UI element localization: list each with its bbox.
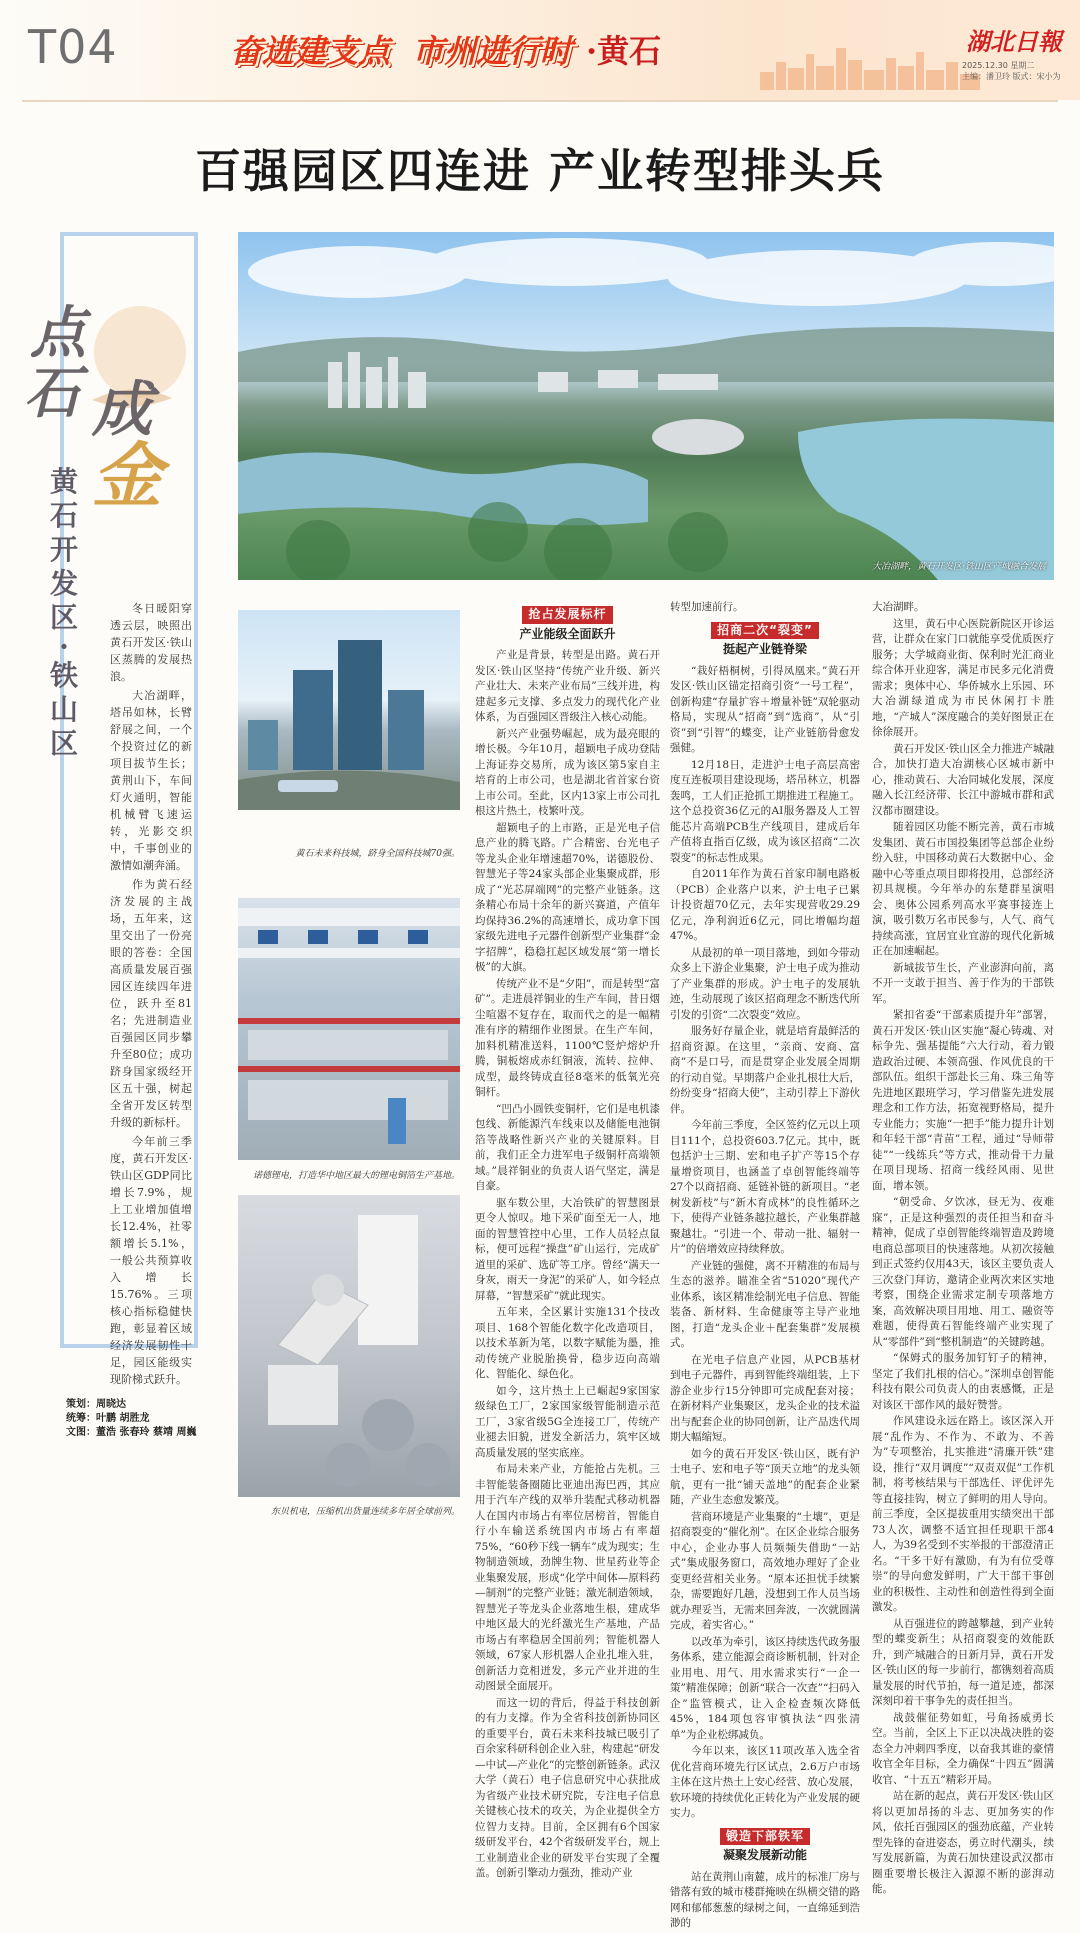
subject-character: 区 xyxy=(49,601,78,634)
subject-character: · xyxy=(59,630,69,663)
page-number: T04 xyxy=(28,20,118,74)
section-2-label: 招商二次“裂变” xyxy=(711,622,819,640)
article-paragraph: 自2011年作为黄石首家印制电路板（PCB）企业落户以来，沪士电子已累计投资超70亿元，去年实现营收29.29亿元，净利润近6亿元，同比增幅均超47%。 xyxy=(670,868,860,942)
article-paragraph: 12月18日，走进沪士电子高层高密度互连板项目建设现场，塔吊林立，机器轰鸣，工人们正抢抓工期推进工程施工。这个总投资36亿元的AI服务器及人工智能芯片高端PCB生产线项目，建成后年产值将直指百亿级，成为该区招商“二次裂变”的标志性成果。 xyxy=(670,758,860,864)
article-column-3 xyxy=(872,600,1054,1899)
article-paragraph: 而这一切的背后，得益于科技创新的有力支撑。作为全省科技创新协同区的重要平台，黄石未来科技城已吸引了百余家科研科创企业入驻，构建起“研发—中试—产业化”的完整创新链条。武汉大学（黄石）电子信息研究中心获批成为省级产业技术研究院，专注电子信息关键核心技术的攻关，为企业提供全方位智力支持。目前，全区拥有6个国家级研发平台，42个省级研发平台，规上工业制造业企业的研发平台实现了全覆盖。创新引擎动力强劲，推动产业 xyxy=(475,1696,660,1879)
subject-character: 区 xyxy=(49,727,78,760)
sidebar-intro xyxy=(110,600,192,1390)
credit-authors: 文图：董浩 张春玲 蔡靖 周巍 xyxy=(66,1427,197,1438)
article-column-1 xyxy=(475,600,660,1883)
calligraphy-char-3: 成 xyxy=(92,375,152,445)
article-paragraph: 黄石开发区·铁山区全力推进产城融合，加快打造大冶湖核心区城市新中心，推动黄石、大冶同城化发展，深度融入长江经济带、长江中游城市群和武汉都市圈建设。 xyxy=(872,742,1054,817)
article-paragraph: 营商环境是产业集聚的“土壤”，更是招商裂变的“催化剂”。在区企业综合服务中心，企业办事人员频频失借助“一站式”集成服务窗口，高效地办理好了企业变更经营相关业务。“原本还担忧手续繁杂，需要跑好几趟，没想到工作人员当场就办理妥当，无需来回奔波，一次就圆满完成，着实省心。” xyxy=(670,1510,860,1631)
main-headline: 百强园区四连进 产业转型排头兵 xyxy=(194,144,885,198)
section-1-header xyxy=(475,606,660,642)
article-column-2 xyxy=(670,600,860,1933)
credit-coordinator: 统筹：叶鹏 胡胜龙 xyxy=(66,1413,150,1424)
section-1-label: 抢占发展标杆 xyxy=(522,606,612,624)
lithium-factory-illustration xyxy=(238,898,460,1160)
article-paragraph: 五年来，全区累计实施131个技改项目、168个智能化数字化改造项目，以技术革新为笔，以数字赋能为墨，推动传统产业脱胎换骨，稳步迈向高端化、智能化、绿色化。 xyxy=(475,1306,660,1380)
section-3-subtitle: 凝聚发展新动能 xyxy=(722,1848,807,1862)
subject-character: 铁 xyxy=(49,659,78,692)
science-city-illustration xyxy=(238,610,460,810)
article-paragraph: 紧扣省委“干部素质提升年”部署，黄石开发区·铁山区实施“凝心铸魂、对标争先、强基提能”六大行动，着力锻造政治过硬、本领高强、作风优良的干部队伍。组织干部赴长三角、珠三角等先进地区跟班学习，学习借鉴先进发展理念和工作方法，拓宽视野格局，提升专业能力；实施“一把手”能力提升计划和年轻干部“青苗”工程，通过“导师带徒”“一线练兵”等方式，推动骨干力量在项目现场、招商一线经风雨、见世面，增本领。 xyxy=(872,1009,1054,1192)
science-city-photo xyxy=(238,610,460,810)
robot-arm-photo xyxy=(238,1195,460,1497)
subject-character: 发 xyxy=(49,567,78,600)
skyline-decoration-icon xyxy=(760,40,980,90)
article-paragraph: 随着园区功能不断完善，黄石市城发集团、黄石市国投集团等总部企业纷纷入驻，中国移动黄石大数据中心、金融中心等重点项目即将投用，总部经济初具规模。今年举办的东楚群星演唱会、奥体公园系列高水平赛事接连上演，吸引数万名市民参与，人气、商气持续高涨，宜居宜业宜游的现代化新城正在加速崛起。 xyxy=(872,821,1054,957)
sidebar-paragraph: 冬日暖阳穿透云层，映照出黄石开发区·铁山区蒸腾的发展热浪。 xyxy=(110,602,192,683)
article-paragraph: 从百强进位的跨越攀越，到产业转型的蝶变新生；从招商裂变的效能跃升，到产城融合的日新月异，黄石开发区·铁山区的每一步前行，都镌刻着高质量发展的时代节拍，每一道足迹，都深深刻印着干事争先的责任担当。 xyxy=(872,1617,1054,1707)
calligraphy-char-1: 点 xyxy=(30,300,86,366)
article-paragraph: 如今，这片热土上已崛起9家国家级绿色工厂，2家国家级智能制造示范工厂，3家省级5G全连接工厂，传统产业褪去旧貌，迸发全新活力，筑牢区域高质量发展的坚实底座。 xyxy=(475,1384,660,1459)
issue-date: 2025.12.30 星期二 xyxy=(962,61,1035,70)
article-paragraph: 大冶湖畔。 xyxy=(872,601,925,613)
calligraphy-char-4: 金 xyxy=(92,434,162,517)
calligraphy-char-2: 石 xyxy=(24,360,80,426)
article-paragraph: 如今的黄石开发区·铁山区，既有沪士电子、宏和电子等“顶天立地”的龙头领航，更有一批“铺天盖地”的配套企业紧随，产业生态愈发繁茂。 xyxy=(670,1447,860,1506)
issue-editor: 主编：潘卫玲 版式：宋小为 xyxy=(962,72,1061,81)
article-paragraph: “朝受命、夕饮冰，昼无为、夜难寐”，正是这种强烈的责任担当和奋斗精神，促成了卓创智能终端智造及跨境电商总部项目的快速落地。从初次接触到正式签约仅用43天，该区主要负责人三次登门拜访，邀请企业两次来区实地考察，围绕企业需求定制专项落地方案，高效解决项目用地、用工、融资等难题，使得黄石智能终端产业实现了从“零部件”到“整机制造”的关键跨越。 xyxy=(872,1196,1054,1348)
section-1-subtitle: 产业能级全面跃升 xyxy=(519,626,616,641)
section-2-subtitle: 挺起产业链脊梁 xyxy=(722,642,807,656)
column-title-part-1: 奋进建支点 xyxy=(230,32,391,70)
section-3-label: 锻造下部铁军 xyxy=(720,1828,810,1846)
credit-planner: 策划：周晓达 xyxy=(66,1399,126,1410)
aerial-photo xyxy=(238,232,1054,580)
article-paragraph: 在光电子信息产业园，从PCB基材到电子元器件，再到智能终端组装，上下游企业步行15分钟即可完成配套对接；在新材料产业集聚区，龙头企业的技术溢出与配套企业的协同创新，让产品迭代周期大幅缩短。 xyxy=(670,1353,860,1443)
science-city-caption: 黄石未来科技城，跻身全国科技城70强。 xyxy=(295,849,460,859)
aerial-photo-illustration xyxy=(238,232,1054,580)
lithium-factory-photo xyxy=(238,898,460,1160)
article-paragraph: 站在新的起点，黄石开发区·铁山区将以更加昂扬的斗志、更加务实的作风，依托百强园区的强劲底蕴，产业转型先锋的奋进姿态，勇立时代潮头，续写发展新篇，为黄石加快建设武汉都市圈重要增长极注入源源不断的澎湃动能。 xyxy=(872,1790,1054,1895)
lithium-factory-caption: 诺德锂电，打造华中地区最大的锂电铜箔生产基地。 xyxy=(252,1171,460,1181)
header-divider xyxy=(22,100,1058,102)
subject-vertical-title xyxy=(46,465,82,761)
article-paragraph: 产业是背景，转型是出路。黄石开发区·铁山区坚持“传统产业升级、新兴产业壮大、未来产业布局”三线并进，构建起多元支撑、多点发力的现代化产业体系，为百强园区晋级注入核心动能。 xyxy=(475,649,660,723)
column-title xyxy=(230,26,661,76)
article-paragraph: 产业链的强健，离不开精准的布局与生态的滋养。瞄准全省“51020”现代产业体系，该区精准绘制光电子信息、智能装备、新材料、生命健康等主导产业地图，打造“龙头企业＋配套集群”发展模式。 xyxy=(670,1259,860,1349)
article-paragraph: 布局未来产业，方能抢占先机。三丰智能装备圈随比亚迪出海巴西，其应用于汽车产线的双举升装配式移动机器人在国内市场占有率位居榜首，智能自行小车输送系统国内市场占有率超75%，“60秒下线一辆车”成为现实；生物制造领域，劲牌生物、世星药业等企业集聚发展，形成“化学中间体—原料药—制剂”的完整产业链；激光制造领域，智慧光子等龙头企业落地生根，建成华中地区最大的光纤激光生产基地，产品市场占有率稳居全国前列；智能机器人领域，67家人形机器人企业扎堆入驻，创新活力竞相迸发，多元产业并进的生动图景全面展开。 xyxy=(475,1463,660,1692)
article-paragraph: 服务好存量企业，就是培育最鲜活的招商资源。在这里，“亲商、安商、富商”不是口号，而是贯穿企业发展全周期的行动自觉。早期落户企业扎根壮大后，纷纷变身“招商大使”，主动引荐上下游伙伴。 xyxy=(670,1025,860,1115)
article-paragraph: “凹凸小圆铁变铜杆，它们是电机漆包线、新能源汽车线束以及储能电池铜箔等战略性新兴产业的关键原料。目前，我们正全力进军电子级铜杆高端领域。”晨祥铜业的负责人语气坚定，满是自豪。 xyxy=(475,1102,660,1192)
article-paragraph: 从最初的单一项目落地，到如今带动众多上下游企业集聚，沪士电子成为推动了产业集群的形成。沪士电子的发展轨迹，生动展现了该区招商理念不断迭代所引发的引资“二次裂变”效应。 xyxy=(670,946,860,1021)
subject-character: 开 xyxy=(49,533,78,566)
page-header xyxy=(0,0,1080,100)
article-paragraph: 驱车数公里，大冶铁矿的智慧图景更令人惊叹。地下采矿面至无一人，地面的智慧管控中心里，工作人员轻点鼠标，便可远程“操盘”矿山运行，完成矿道里的采矿、选矿等工序。曾经“满天一身灰，雨天一身泥”的采矿人，如今轻点屏幕，“智慧采矿”就此现实。 xyxy=(475,1196,660,1302)
article-paragraph: 作风建设永远在路上。该区深入开展“乱作为、不作为、不敢为、不善为”专项整治，扎实推进“清廉开铁”建设，推行“双月调度”“双责双促”工作机制，将考核结果与干部选任、评优评先等直接挂钩，树立了鲜明的用人导向。前三季度，全区提拔重用实绩突出干部73人次，调整不适宜担任现职干部4人，为39名受到不实举报的干部澄清正名。“干多干好有激励，有为有位受尊崇”的导向愈发鲜明，广大干部干事创业的积极性、主动性和创造性得到全面激发。 xyxy=(872,1415,1054,1613)
sidebar-paragraph: 今年前三季度，黄石开发区·铁山区GDP同比增长7.9%，规上工业增加值增长12.4%，社零额增长5.1%，一般公共预算收入增长15.76%。三项核心指标稳健快跑，彰显着区域经济发展韧性十足，园区能级实现阶梯式跃升。 xyxy=(110,1135,192,1386)
sidebar-paragraph: 作为黄石经济发展的主战场，五年来，这里交出了一份亮眼的答卷：全国高质量发展百强园区连续四年进位，跃升至81名；先进制造业百强园区同步攀升至80位；成功跻身国家级经开区五十强，树起全省开发区转型升级的新标杆。 xyxy=(110,878,192,1129)
newspaper-masthead: 湖北日報 xyxy=(966,27,1062,56)
article-paragraph: 战鼓催征势如虹，号角扬威勇长空。当前，全区上下正以决战决胜的姿态全力冲刺四季度，以奋我其谁的豪情收官全年目标，全力确保“十四五”圆满收官、“十五五”精彩开局。 xyxy=(872,1711,1054,1786)
column-title-part-2: 市州进行时 xyxy=(412,32,573,70)
article-paragraph: 超颖电子的上市路，正是光电子信息产业的腾飞路。广合精密、台光电子等龙头企业年增速超70%，诺德股份、智慧光子等24家头部企业集聚成群，形成了“光芯屏端网”的完整产业链条。这条精心布局十余年的新兴赛道，产值年均保持36.2%的高速增长，成功拿下国家级先进电子元器件创新型产业集群“金字招牌”，稳稳扛起区域发展“第一增长极”的大旗。 xyxy=(475,821,660,973)
article-paragraph: 转型加速前行。 xyxy=(670,601,744,613)
article-paragraph: “栽好梧桐树，引得凤凰来。”黄石开发区·铁山区锚定招商引资“一号工程”，创新构建“存量扩容＋增量补链”双轮驱动格局，实现从“招商”到“选商”，从“引资”到“引智”的蝶变，让产业链筋骨愈发强健。 xyxy=(670,664,860,754)
article-paragraph: 以改革为牵引，该区持续迭代政务服务体系，建立能源会商诊断机制，针对企业用电、用气、用水需求实行“一企一策”精准保障；创新“联合一次查”“扫码入企”监管模式，让入企检查频次降低45%，184项包容审慎执法“四张清单”为企业松绑减负。 xyxy=(670,1635,860,1741)
article-paragraph: 今年前三季度，全区签约亿元以上项目111个，总投资603.7亿元。其中，既包括沪士三期、宏和电子扩产等15个存量增资项目，也涵盖了卓创智能终端等27个以商招商、延链补链的新项目。“老树发新枝”与“新木育成林”的良性循环之下，使得产业链条越拉越长，产业集群越聚越壮。“引进一个、带动一批、辐射一片”的倍增效应持续释放。 xyxy=(670,1119,860,1255)
column-title-city: ·黄石 xyxy=(586,32,662,70)
robot-arm-illustration xyxy=(238,1195,460,1497)
aerial-photo-caption: 大冶湖畔，黄石开发区·铁山区产城融合发展 xyxy=(872,562,1046,572)
sidebar-paragraph: 大冶湖畔，塔吊如林，长臂舒展之间，一个个投资过亿的新项目拔节生长；黄荆山下，车间灯火通明，智能机械臂飞速运转，光影交织中，千事创业的激情如潮奔涌。 xyxy=(110,689,192,872)
article-paragraph: 传统产业不是“夕阳”，而是转型“富矿”。走进晨祥铜业的生产车间，昔日烟尘喧嚣不复存在，取而代之的是一幅精准有序的精细作业图景。在生产车间，加料机精准送料，1100℃竖炉熔炉升腾，铜板熔成赤红铜液，流转、拉伸、成型，最终铸成直径8毫米的低氧光亮铜杆。 xyxy=(475,977,660,1098)
article-paragraph: 今年以来，该区11项改革入选全省优化营商环境先行区试点，2.6万户市场主体在这片热土上安心经营、放心发展，软环境的持续优化正转化为产业发展的硬实力。 xyxy=(670,1745,860,1819)
article-paragraph: 新兴产业强势崛起，成为最亮眼的增长极。今年10月，超颖电子成功登陆上海证券交易所，成为该区第5家自主培育的上市公司，也是湖北省首家台资上市公司。至此，区内13家上市公司扎根这片热土，枝繁叶茂。 xyxy=(475,727,660,817)
article-paragraph: 这里，黄石中心医院新院区开诊运营，让群众在家门口就能享受优质医疗服务；大学城商业街、保利时光汇商业综合体开业迎客，满足市民多元化消费需求；奥体中心、华侨城水上乐园、环大冶湖绿道成为市民休闲打卡胜地，“产城人”深度融合的美好图景正在徐徐展开。 xyxy=(872,617,1054,738)
subject-character: 石 xyxy=(49,499,78,532)
credits xyxy=(66,1398,226,1440)
article-paragraph: 新城拔节生长，产业澎湃向前，离不开一支敢于担当、善于作为的干部铁军。 xyxy=(872,961,1054,1005)
section-2-header xyxy=(670,622,860,658)
section-3-header xyxy=(670,1828,860,1864)
subject-character: 黄 xyxy=(49,465,78,498)
robot-arm-caption: 东贝机电，压缩机出货量连续多年居全球前列。 xyxy=(270,1507,460,1517)
issue-meta xyxy=(962,60,1072,82)
article-paragraph: 站在黄荆山南麓，成片的标准厂房与错落有致的城市楼群掩映在纵横交错的路网和郁郁葱葱的绿树之间，一直绵延到浩渺的 xyxy=(670,1870,860,1929)
article-paragraph: “保姆式的服务加钉钉子的精神，坚定了我们扎根的信心。”深圳卓创智能科技有限公司负责人的由衷感慨，正是对该区干部作风的最好赞誉。 xyxy=(872,1352,1054,1411)
subject-character: 山 xyxy=(49,693,78,726)
